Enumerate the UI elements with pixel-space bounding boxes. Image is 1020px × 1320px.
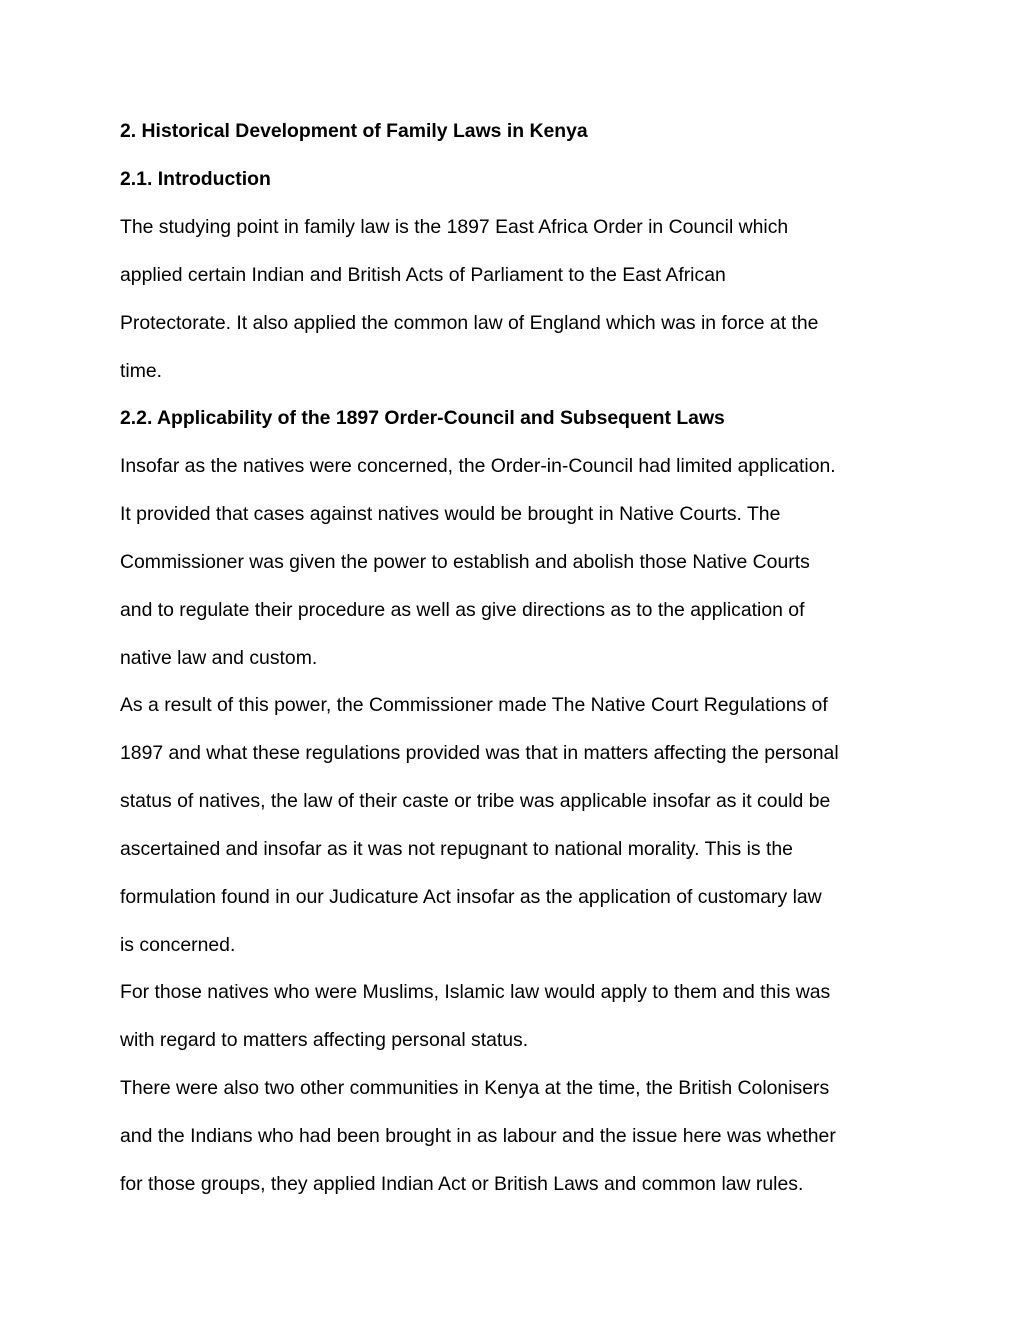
paragraph-line: ascertained and insofar as it was not repugnant to national morality. This is the xyxy=(120,838,793,860)
paragraph-line: As a result of this power, the Commissioner made The Native Court Regulations of xyxy=(120,694,828,716)
paragraph-line: native law and custom. xyxy=(120,647,318,669)
paragraph-line: status of natives, the law of their caste or tribe was applicable insofar as it could be xyxy=(120,790,831,812)
paragraph-line: For those natives who were Muslims, Islamic law would apply to them and this was xyxy=(120,981,831,1003)
paragraph-line: It provided that cases against natives would be brought in Native Courts. The xyxy=(120,503,781,525)
paragraph-line: for those groups, they applied Indian Act or British Laws and common law rules. xyxy=(120,1173,804,1195)
paragraph-line: Insofar as the natives were concerned, the Order-in-Council had limited application. xyxy=(120,455,836,477)
section-heading-introduction: 2.1. Introduction xyxy=(120,168,271,190)
paragraph-line: There were also two other communities in Kenya at the time, the British Colonisers xyxy=(120,1077,830,1099)
paragraph-line: and to regulate their procedure as well as give directions as to the application of xyxy=(120,599,805,621)
paragraph-line: applied certain Indian and British Acts of Parliament to the East African xyxy=(120,264,726,286)
paragraph-line: with regard to matters affecting personal status. xyxy=(120,1029,529,1051)
paragraph-line: formulation found in our Judicature Act insofar as the application of customary law xyxy=(120,886,822,908)
document-title: 2. Historical Development of Family Laws in Kenya xyxy=(120,120,588,142)
paragraph-line: time. xyxy=(120,360,163,382)
section-heading-applicability: 2.2. Applicability of the 1897 Order-Council and Subsequent Laws xyxy=(120,407,725,429)
paragraph-line: Commissioner was given the power to establish and abolish those Native Courts xyxy=(120,551,810,573)
paragraph-line: Protectorate. It also applied the common law of England which was in force at the xyxy=(120,312,819,334)
paragraph-line: is concerned. xyxy=(120,934,236,956)
paragraph-line: 1897 and what these regulations provided was that in matters affecting the personal xyxy=(120,742,839,764)
paragraph-line: and the Indians who had been brought in as labour and the issue here was whether xyxy=(120,1125,836,1147)
paragraph-line: The studying point in family law is the 1897 East Africa Order in Council which xyxy=(120,216,789,238)
